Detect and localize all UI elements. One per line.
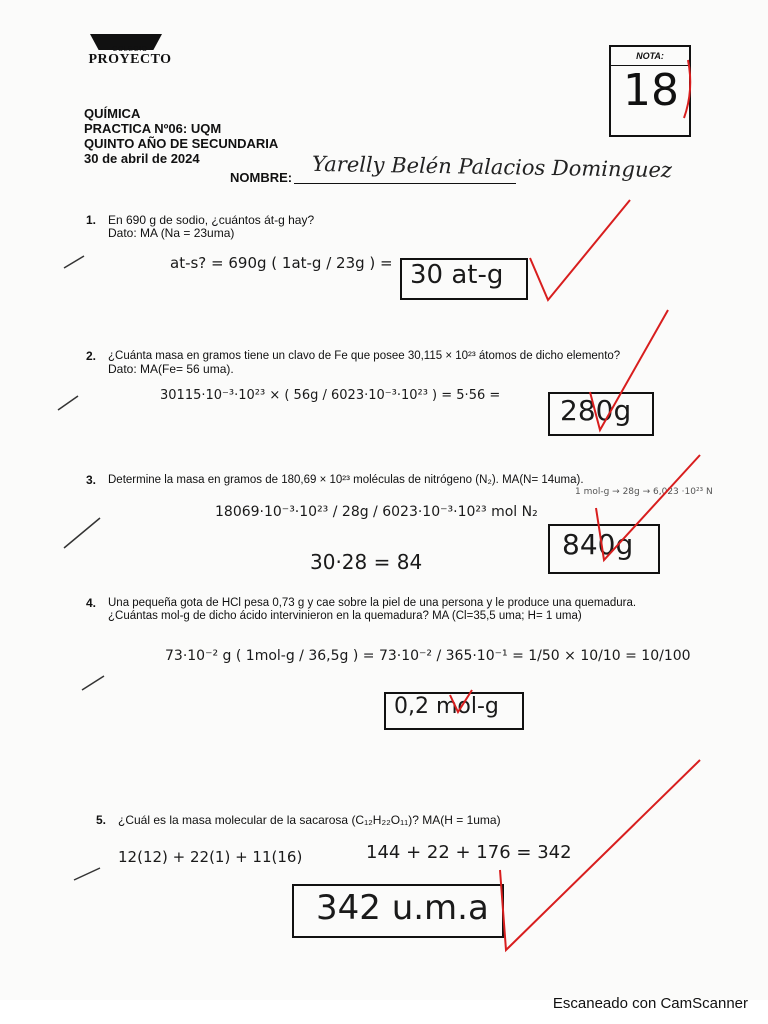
- check-mark-5: [500, 760, 700, 950]
- answer-4: 0,2 mol-g: [394, 694, 499, 719]
- grade-title: QUINTO AÑO DE SECUNDARIA: [84, 136, 279, 151]
- question-number: 1.: [86, 213, 97, 227]
- answer-3: 840g: [562, 528, 634, 561]
- handwritten-note-3: 1 mol-g → 28g → 6,023 ·10²³ N: [575, 487, 713, 497]
- question-number: 5.: [96, 813, 107, 827]
- date-text: 30 de abril de 2024: [84, 151, 200, 166]
- question-data: Dato: MA (Na = 23uma): [108, 226, 235, 240]
- handwritten-work-4: 73·10⁻² g ( 1mol-g / 36,5g ) = 73·10⁻² / 365·10⁻¹ = 1/50 × 10/10 = 10/100: [165, 648, 691, 664]
- score-mark: [684, 60, 690, 118]
- margin-tick-1: [64, 256, 84, 268]
- question-data: ¿Cuántas mol-g de dicho ácido intervinieron en la quemadura? MA (Cl=35,5 uma; H= 1 uma): [108, 610, 582, 622]
- handwritten-work-3b: 30·28 = 84: [310, 550, 423, 574]
- question-data: Dato: MA(Fe= 56 uma).: [108, 362, 234, 376]
- handwritten-work-3: 18069·10⁻³·10²³ / 28g / 6023·10⁻³·10²³ mol N₂: [215, 504, 538, 520]
- subject-title: QUÍMICA: [84, 106, 141, 121]
- logo-small-text: COLEGIO: [112, 46, 148, 53]
- check-mark-4: [450, 690, 472, 712]
- margin-tick-3: [64, 518, 100, 548]
- question-text: Determine la masa en gramos de 180,69 × 10²³ moléculas de nitrógeno (N₂). MA(N= 14uma).: [108, 474, 584, 486]
- margin-tick-2: [58, 396, 78, 410]
- score-value: 18: [623, 65, 679, 116]
- student-name: Yarelly Belén Palacios Dominguez: [311, 151, 673, 183]
- answer-2: 280g: [560, 394, 632, 427]
- check-mark-3: [596, 455, 700, 560]
- question-number: 3.: [86, 473, 97, 487]
- answer-1: 30 at-g: [410, 260, 504, 290]
- question-text: En 690 g de sodio, ¿cuántos át-g hay?: [108, 213, 315, 227]
- handwritten-work-2: 30115·10⁻³·10²³ × ( 56g / 6023·10⁻³·10²³ ) = 5·56 =: [160, 388, 501, 403]
- logo-big-text: PROYECTO: [88, 52, 172, 67]
- check-mark-2: [590, 310, 668, 430]
- question-text: ¿Cuál es la masa molecular de la sacarosa (C₁₂H₂₂O₁₁)? MA(H = 1uma): [118, 813, 501, 827]
- question-number: 2.: [86, 349, 97, 363]
- check-mark-1: [530, 200, 630, 300]
- question-number: 4.: [86, 596, 97, 610]
- score-label: NOTA:: [636, 51, 664, 61]
- question-text: ¿Cuánta masa en gramos tiene un clavo de Fe que posee 30,115 × 10²³ átomos de dicho elemento?: [108, 350, 621, 362]
- name-label: NOMBRE:: [230, 170, 293, 185]
- handwritten-work-5: 12(12) + 22(1) + 11(16): [118, 848, 303, 866]
- handwritten-work-1: at-s? = 690g ( 1at-g / 23g ) =: [170, 254, 393, 272]
- question-text: Una pequeña gota de HCl pesa 0,73 g y cae sobre la piel de una persona y le produce una quemadura.: [108, 597, 637, 609]
- scanner-watermark: Escaneado con CamScanner: [552, 995, 748, 1012]
- margin-tick-5: [74, 868, 100, 880]
- practice-title: PRACTICA Nº06: UQM: [84, 121, 222, 136]
- answer-5: 342 u.m.a: [316, 888, 489, 928]
- handwritten-work-5b: 144 + 22 + 176 = 342: [366, 842, 572, 863]
- margin-tick-4: [82, 676, 104, 690]
